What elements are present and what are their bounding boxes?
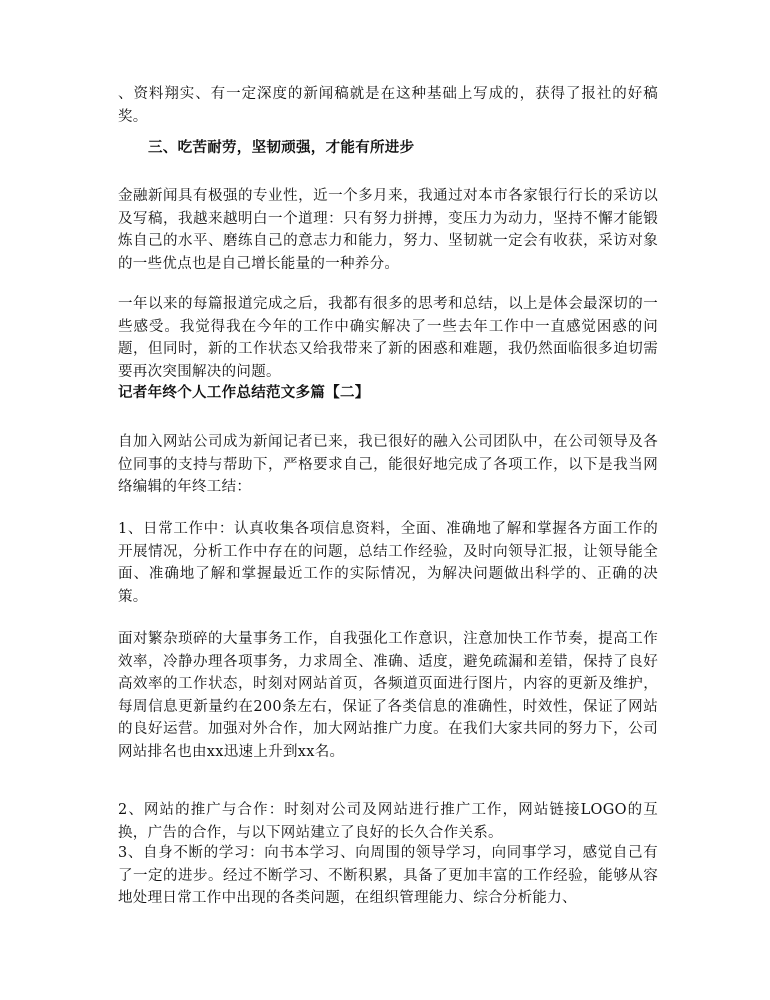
- paragraph-continuation: 、资料翔实、有一定深度的新闻稿就是在这种基础上写成的，获得了报社的好稿奖。: [118, 86, 658, 125]
- paragraph-promotion: 2、网站的推广与合作：时刻对公司及网站进行推广工作，网站链接LOGO的互换，广告的合作，与以下网站建立了良好的长久合作关系。: [118, 802, 658, 841]
- paragraph-learning: 3、自身不断的学习：向书本学习、向周围的领导学习，向同事学习，感觉自己有了一定的进步。经过不断学习、不断积累，具备了更加丰富的工作经验，能够从容地处理日常工作中出现的各类问题，在组织管理能力、综合分析能力、: [118, 845, 658, 906]
- paragraph-routine-tasks: 面对繁杂琐碎的大量事务工作，自我强化工作意识，注意加快工作节奏，提高工作效率，冷静办理各项事务，力求周全、准确、适度，避免疏漏和差错，保持了良好高效率的工作状态，时刻对网站首页，各频道页面进行图片，内容的更新及维护，每周信息更新量约在200条左右，保证了各类信息的准确性，时效性，保证了网站的良好运营。加强对外合作，加大网站推广力度。在我们大家共同的努力下，公司网站排名也由xx迅速上升到xx名。: [118, 631, 658, 760]
- section-heading-3: 三、吃苦耐劳，坚韧顽强，才能有所进步: [148, 139, 415, 156]
- paragraph-daily-work: 1、日常工作中：认真收集各项信息资料，全面、准确地了解和掌握各方面工作的开展情况，分析工作中存在的问题，总结工作经验，及时向领导汇报，让领导能全面、准确地了解和掌握最近工作的实际情况，为解决问题做出科学的、正确的决策。: [118, 521, 658, 605]
- article-title-part-2: 记者年终个人工作总结范文多篇【二】: [118, 384, 370, 401]
- paragraph-finance-news: 金融新闻具有极强的专业性，近一个多月来，我通过对本市各家银行行长的采访以及写稿，我越来越明白一个道理：只有努力拼搏，变压力为动力，坚持不懈才能锻炼自己的水平、磨练自己的意志力和能力，努力、坚韧就一定会有收获，采访对象的一些优点也是自己增长能量的一种养分。: [118, 188, 658, 272]
- paragraph-year-summary: 一年以来的每篇报道完成之后，我都有很多的思考和总结，以上是体会最深切的一些感受。我觉得我在今年的工作中确实解决了一些去年工作中一直感觉困惑的问题，但同时，新的工作状态又给我带来了新的困惑和难题，我仍然面临很多迫切需要再次突围解决的问题。: [118, 296, 658, 380]
- paragraph-intro: 自加入网站公司成为新闻记者已来，我已很好的融入公司团队中，在公司领导及各位同事的支持与帮助下，严格要求自己，能很好地完成了各项工作，以下是我当网络编辑的年终工结：: [118, 434, 658, 495]
